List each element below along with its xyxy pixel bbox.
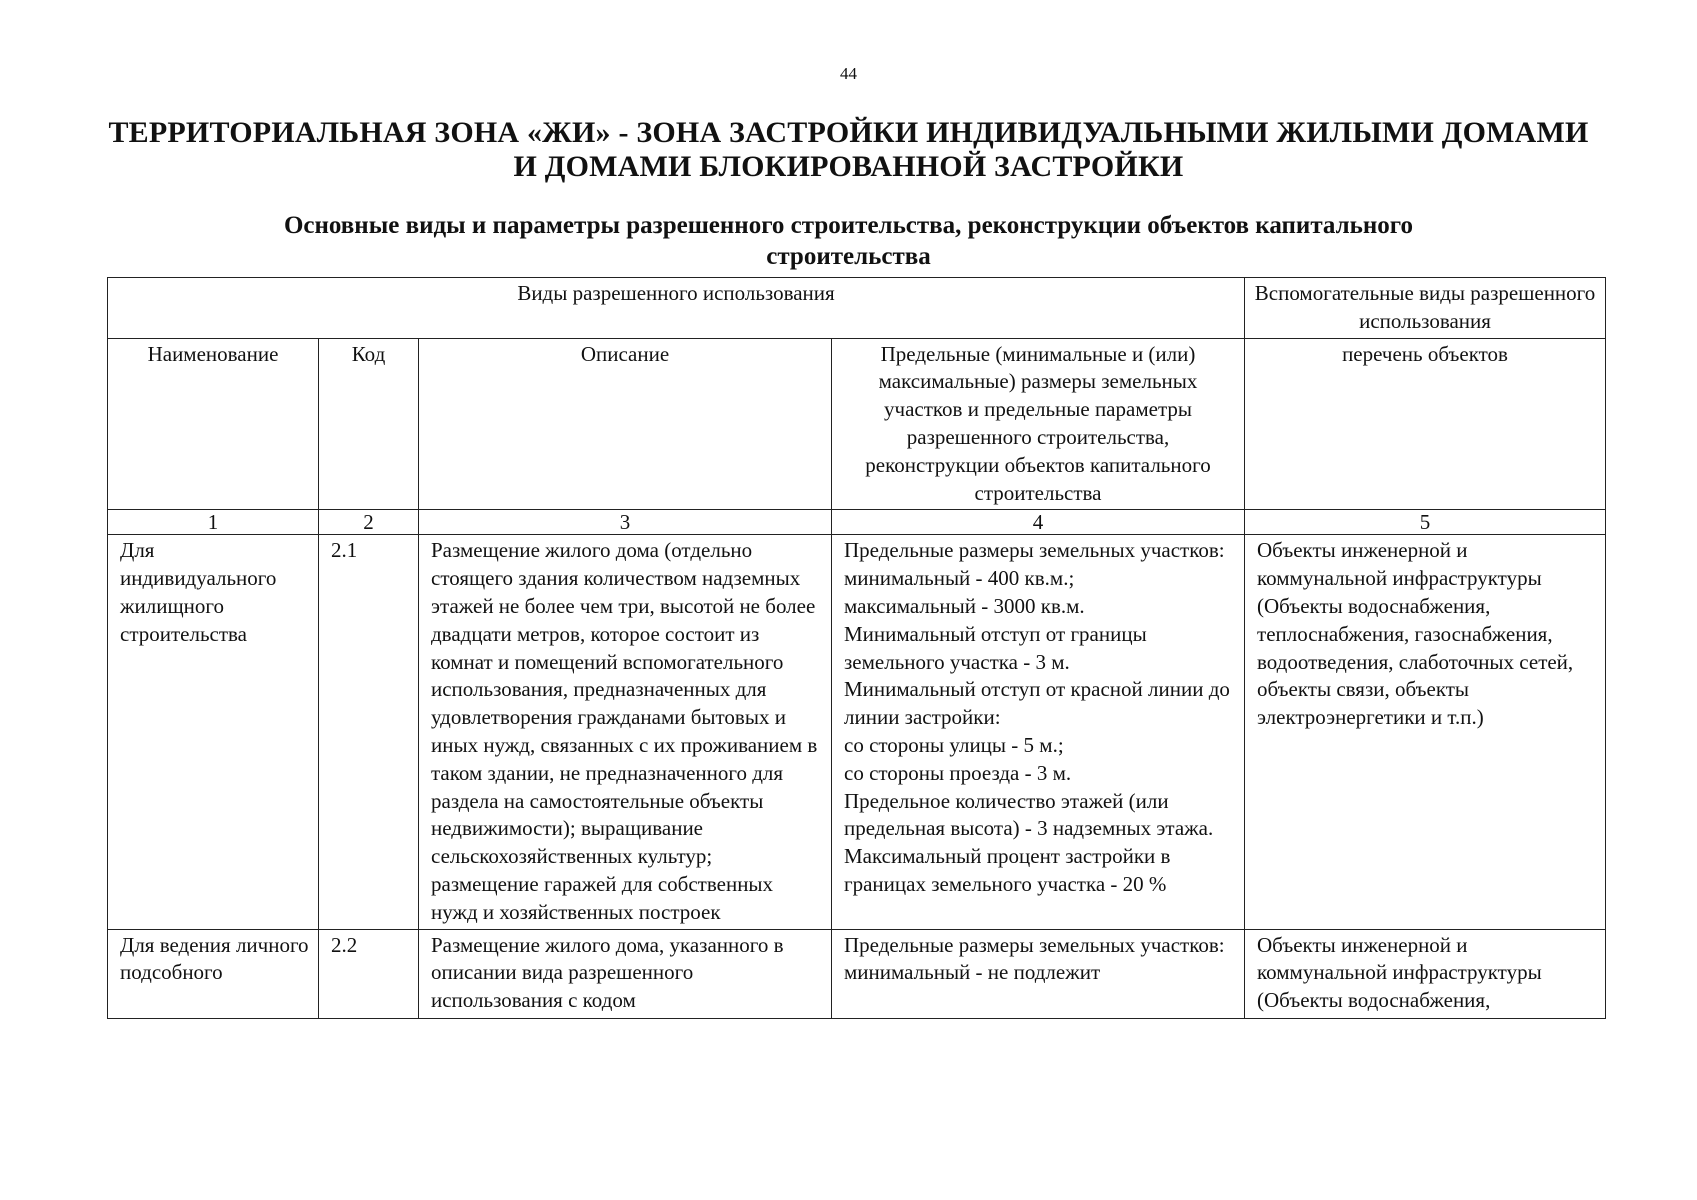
row-description: Размещение жилого дома, указанного в описании вида разрешенного использования с кодом	[419, 929, 832, 1018]
param-line: Предельное количество этажей (или предельная высота) - 3 надземных этажа.	[844, 788, 1214, 841]
col-header-code: Код	[319, 338, 419, 510]
param-line: со стороны проезда - 3 м.	[844, 760, 1072, 785]
group-header-main: Виды разрешенного использования	[108, 278, 1245, 339]
param-line: минимальный - 400 кв.м.;	[844, 566, 1075, 591]
param-line: минимальный - не подлежит	[844, 960, 1101, 985]
col-header-description: Описание	[419, 338, 832, 510]
param-line: Минимальный отступ от границы земельного участка - 3 м.	[844, 621, 1147, 674]
row-code: 2.2	[319, 929, 419, 1018]
col-number: 2	[319, 510, 419, 535]
param-line: Предельные размеры земельных участков:	[844, 538, 1225, 563]
param-line: Максимальный процент застройки в границах земельного участка - 20 %	[844, 844, 1171, 896]
row-params	[832, 535, 1245, 929]
col-number: 5	[1245, 510, 1606, 535]
col-number: 3	[419, 510, 832, 535]
param-line: со стороны улицы - 5 м.;	[844, 732, 1064, 757]
col-number: 4	[832, 510, 1245, 535]
param-line: Минимальный отступ от красной линии до линии застройки:	[844, 677, 1230, 730]
column-number-row	[108, 510, 1606, 535]
group-header-row	[108, 278, 1606, 339]
row-params	[832, 929, 1245, 1018]
subtitle-line-2: строительства	[766, 243, 931, 270]
row-description: Размещение жилого дома (отдельно стоящего здания количеством надземных этажей не более чем три, высотой не более двадцати метров, которое состоит из комнат и помещений вспомогательного использования, предназначенных для удовлетворения гражданами бытовых и иных нужд, связанных с их проживанием в таком здании, не предназначенного для раздела на самостоятельные объекты недвижимости); выращивание сельскохозяйственных культур; размещение гаражей для собственных нужд и хозяйственных построек	[419, 535, 832, 929]
group-header-aux: Вспомогательные виды разрешенного использования	[1245, 278, 1606, 339]
col-header-params: Предельные (минимальные и (или) максимальные) размеры земельных участков и предельные параметры разрешенного строительства, реконструкции объектов капитального строительства	[832, 338, 1245, 510]
col-number: 1	[108, 510, 319, 535]
permitted-use-table	[107, 277, 1606, 1019]
row-code: 2.1	[319, 535, 419, 929]
row-name: Для ведения личного подсобного	[108, 929, 319, 1018]
section-subtitle	[100, 210, 1597, 272]
page-title	[100, 116, 1597, 184]
table-row	[108, 535, 1606, 929]
col-header-name: Наименование	[108, 338, 319, 510]
row-name: Для индивидуального жилищного строительства	[108, 535, 319, 929]
param-line: максимальный - 3000 кв.м.	[844, 593, 1085, 618]
param-line: Предельные размеры земельных участков:	[844, 932, 1225, 957]
column-header-row	[108, 338, 1606, 510]
page-number: 44	[840, 64, 857, 83]
title-line-1: ТЕРРИТОРИАЛЬНАЯ ЗОНА «ЖИ» - ЗОНА ЗАСТРОЙКИ ИНДИВИДУАЛЬНЫМИ ЖИЛЫМИ ДОМАМИ	[108, 116, 1589, 149]
row-aux: Объекты инженерной и коммунальной инфраструктуры (Объекты водоснабжения, теплоснабжения, газоснабжения, водоотведения, слаботочных сетей, объекты связи, объекты электроэнергетики и т.п.)	[1245, 535, 1606, 929]
title-line-2: И ДОМАМИ БЛОКИРОВАННОЙ ЗАСТРОЙКИ	[513, 150, 1184, 183]
row-aux: Объекты инженерной и коммунальной инфраструктуры (Объекты водоснабжения,	[1245, 929, 1606, 1018]
col-header-aux-list: перечень объектов	[1245, 338, 1606, 510]
table-row	[108, 929, 1606, 1018]
subtitle-line-1: Основные виды и параметры разрешенного строительства, реконструкции объектов капитального	[283, 212, 1414, 239]
